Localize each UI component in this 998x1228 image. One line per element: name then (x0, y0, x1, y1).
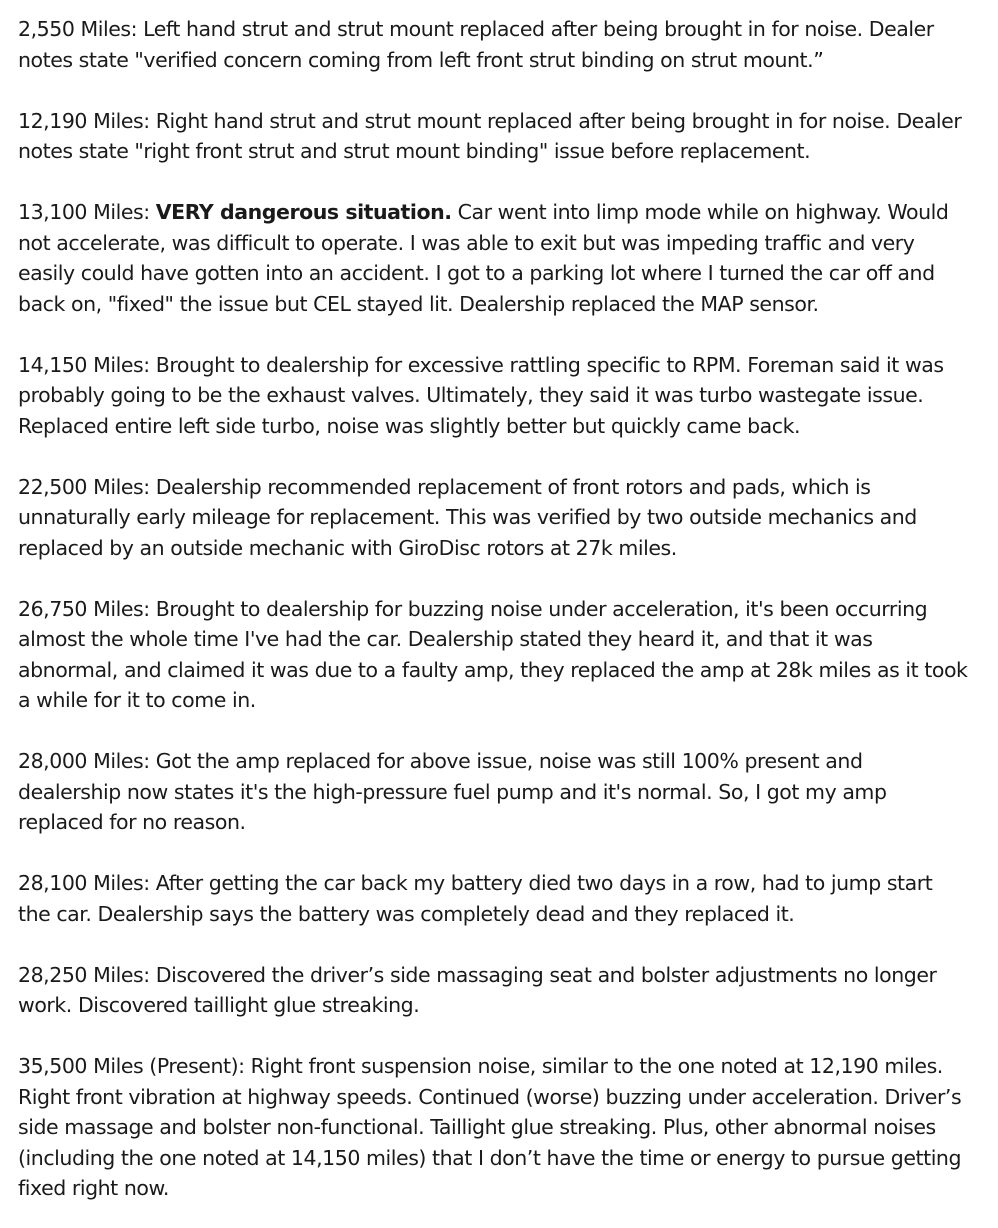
entry-35500-miles-present (18, 1051, 968, 1204)
entry-2550-miles (18, 14, 968, 75)
entry-28000-miles (18, 746, 968, 838)
entry-text: 26,750 Miles: Brought to dealership for buzzing noise under acceleration, it's been occurring almost the whole time I've had the car. Dealership stated they heard it, and that it was abnormal, and claimed it was due to a faulty amp, they replaced the amp at 28k miles as it took a while for it to come in. (18, 596, 968, 712)
entry-28100-miles (18, 868, 968, 929)
entry-text: 12,190 Miles: Right hand strut and strut mount replaced after being brought in for noise. Dealer notes state "right front strut and strut mount binding" issue before replacement. (18, 108, 962, 163)
service-history-document (18, 14, 968, 1204)
entry-text: 28,000 Miles: Got the amp replaced for above issue, noise was still 100% present and dealership now states it's the high-pressure fuel pump and it's normal. So, I got my amp replaced for no reason. (18, 749, 887, 834)
entry-text: 22,500 Miles: Dealership recommended replacement of front rotors and pads, which is unnaturally early mileage for replacement. This was verified by two outside mechanics and replaced by an outside mechanic with GiroDisc rotors at 27k miles. (18, 474, 917, 560)
entry-prefix: 13,100 Miles: (18, 200, 156, 224)
entry-12190-miles (18, 106, 968, 167)
entry-13100-miles (18, 197, 968, 319)
entry-28250-miles (18, 960, 968, 1021)
entry-text: 28,250 Miles: Discovered the driver’s side massaging seat and bolster adjustments no longer work. Discovered taillight glue streaking. (18, 962, 937, 1017)
entry-text: 28,100 Miles: After getting the car back my battery died two days in a row, had to jump start the car. Dealership says the battery was completely dead and they replaced it. (18, 871, 933, 926)
entry-text: 14,150 Miles: Brought to dealership for excessive rattling specific to RPM. Foreman said it was probably going to be the exhaust valves. Ultimately, they said it was turbo wastegate issue. Replaced entire left side turbo, noise was slightly better but quickly came back. (18, 352, 944, 438)
entry-26750-miles (18, 594, 968, 716)
entry-text: Car went into limp mode while on highway. Would not accelerate, was difficult to operate. I was able to exit but was impeding traffic and very easily could have gotten into an accident. I got to a parking lot where I turned the car off and back on, "fixed" the issue but CEL stayed lit. Dealership replaced the MAP sensor. (18, 200, 949, 316)
entry-text: 2,550 Miles: Left hand strut and strut mount replaced after being brought in for noise. Dealer notes state "verified concern coming from left front strut binding on strut mount.” (18, 17, 934, 72)
entry-text: 35,500 Miles (Present): Right front suspension noise, similar to the one noted at 12,190 miles. Right front vibration at highway speeds. Continued (worse) buzzing under acceleration. Driver’s side massage and bolster non-functional. Taillight glue streaking. Plus, other abnormal noises (including the one noted at 14,150 miles) that I don’t have the time or energy to pursue getting fixed right now. (18, 1054, 962, 1200)
entry-emphasis: VERY dangerous situation. (155, 200, 452, 224)
entry-14150-miles (18, 350, 968, 442)
entry-22500-miles (18, 472, 968, 564)
